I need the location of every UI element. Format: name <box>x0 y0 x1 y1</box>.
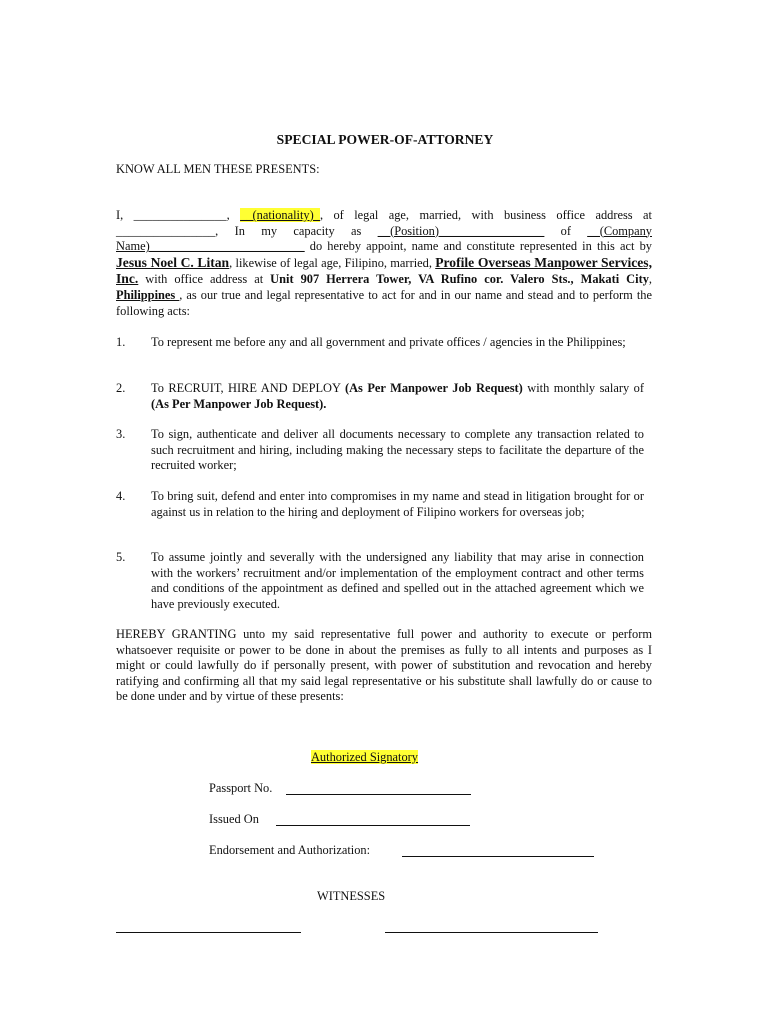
intro-text-5: do hereby appoint, name and constitute represented in this act by <box>304 239 652 254</box>
act-number: 4. <box>116 489 126 503</box>
company-field[interactable]: __(Company Name)_________________________ <box>116 223 652 254</box>
position-field[interactable]: __(Position)_________________ <box>377 223 545 238</box>
country-name: Philippines <box>116 287 180 302</box>
intro-text-8: , <box>648 272 652 287</box>
salary-bold: (As Per Manpower Job Request). <box>151 396 327 411</box>
act-number: 5. <box>116 550 126 564</box>
document-title: SPECIAL POWER-OF-ATTORNEY <box>276 132 494 147</box>
intro-text-4: of <box>544 223 588 238</box>
passport-label: Passport No. <box>209 781 273 795</box>
issued-blank-line[interactable] <box>276 825 470 826</box>
intro-text-1: I, _______________, <box>116 208 241 222</box>
act-number: 1. <box>116 335 126 349</box>
representative-name: Jesus Noel C. Litan <box>116 254 230 270</box>
job-request-bold: (As Per Manpower Job Request) <box>344 381 523 395</box>
office-address: Unit 907 Herrera Tower, VA Rufino cor. Valero Sts., Makati City <box>270 272 649 287</box>
passport-blank-line[interactable] <box>286 794 471 795</box>
authorized-signatory: Authorized Signatory <box>310 750 419 764</box>
agency-name: Profile Overseas Manpower Services, Inc. <box>116 254 652 287</box>
endorsement-blank-line[interactable] <box>402 856 594 857</box>
act-text: To represent me before any and all government and private offices / agencies in the Philippines; <box>151 335 626 349</box>
act-number: 2. <box>116 381 126 395</box>
act-text: To assume jointly and severally with the undersigned any liability that may arise in connection with the workers’ recruitment and/or implementation of the employment contract and other terms and conditions of the appointment as defined and spelled out in the attached agreement which we have previously executed. <box>151 550 644 611</box>
signatory-row <box>0 750 729 766</box>
nationality-field[interactable]: __(nationality)_ <box>240 208 320 222</box>
granting-paragraph: HEREBY GRANTING unto my said representative full power and authority to execute or perform whatsoever requisite or power to be done in about the premises as fully to all intents and purposes as I might or could lawfully do if personally present, with power of substitution and revocation and hereby ratifying and confirming all that my said legal representative or his substitute shall lawfully do or cause to be done under and by virtue of these presents: <box>116 627 652 704</box>
witnesses-heading: WITNESSES <box>317 889 386 903</box>
intro-text-6: , likewise of legal age, Filipino, married, <box>229 255 436 270</box>
intro-paragraph <box>116 208 652 319</box>
intro-text-7: with office address at <box>138 272 271 287</box>
act-text: To bring suit, defend and enter into compromises in my name and stead in litigation brought for or against us in relation to the hiring and deployment of Filipino workers for overseas job; <box>151 489 644 519</box>
witness-signature-line-2[interactable] <box>385 932 598 933</box>
intro-text-2: , of legal age, married, with business office address at <box>319 208 652 222</box>
endorsement-label: Endorsement and Authorization: <box>209 843 371 857</box>
issued-label: Issued On <box>209 812 259 826</box>
act-text: To RECRUIT, HIRE AND DEPLOY (As Per Manpower Job Request) with monthly salary of (As Per Manpower Job Request). <box>151 381 644 411</box>
act-number: 3. <box>116 427 126 441</box>
opening-line: KNOW ALL MEN THESE PRESENTS: <box>116 162 320 176</box>
act-text: To sign, authenticate and deliver all documents necessary to complete any transaction related to such recruitment and hiring, including making the necessary steps to facilitate the departure of the recruited worker; <box>151 427 644 473</box>
intro-text-3: ________________, In my capacity as <box>116 223 378 238</box>
witness-signature-line-1[interactable] <box>116 932 301 933</box>
intro-text-9: , as our true and legal representative to act for and in our name and stead and to perform the following acts: <box>116 287 652 318</box>
